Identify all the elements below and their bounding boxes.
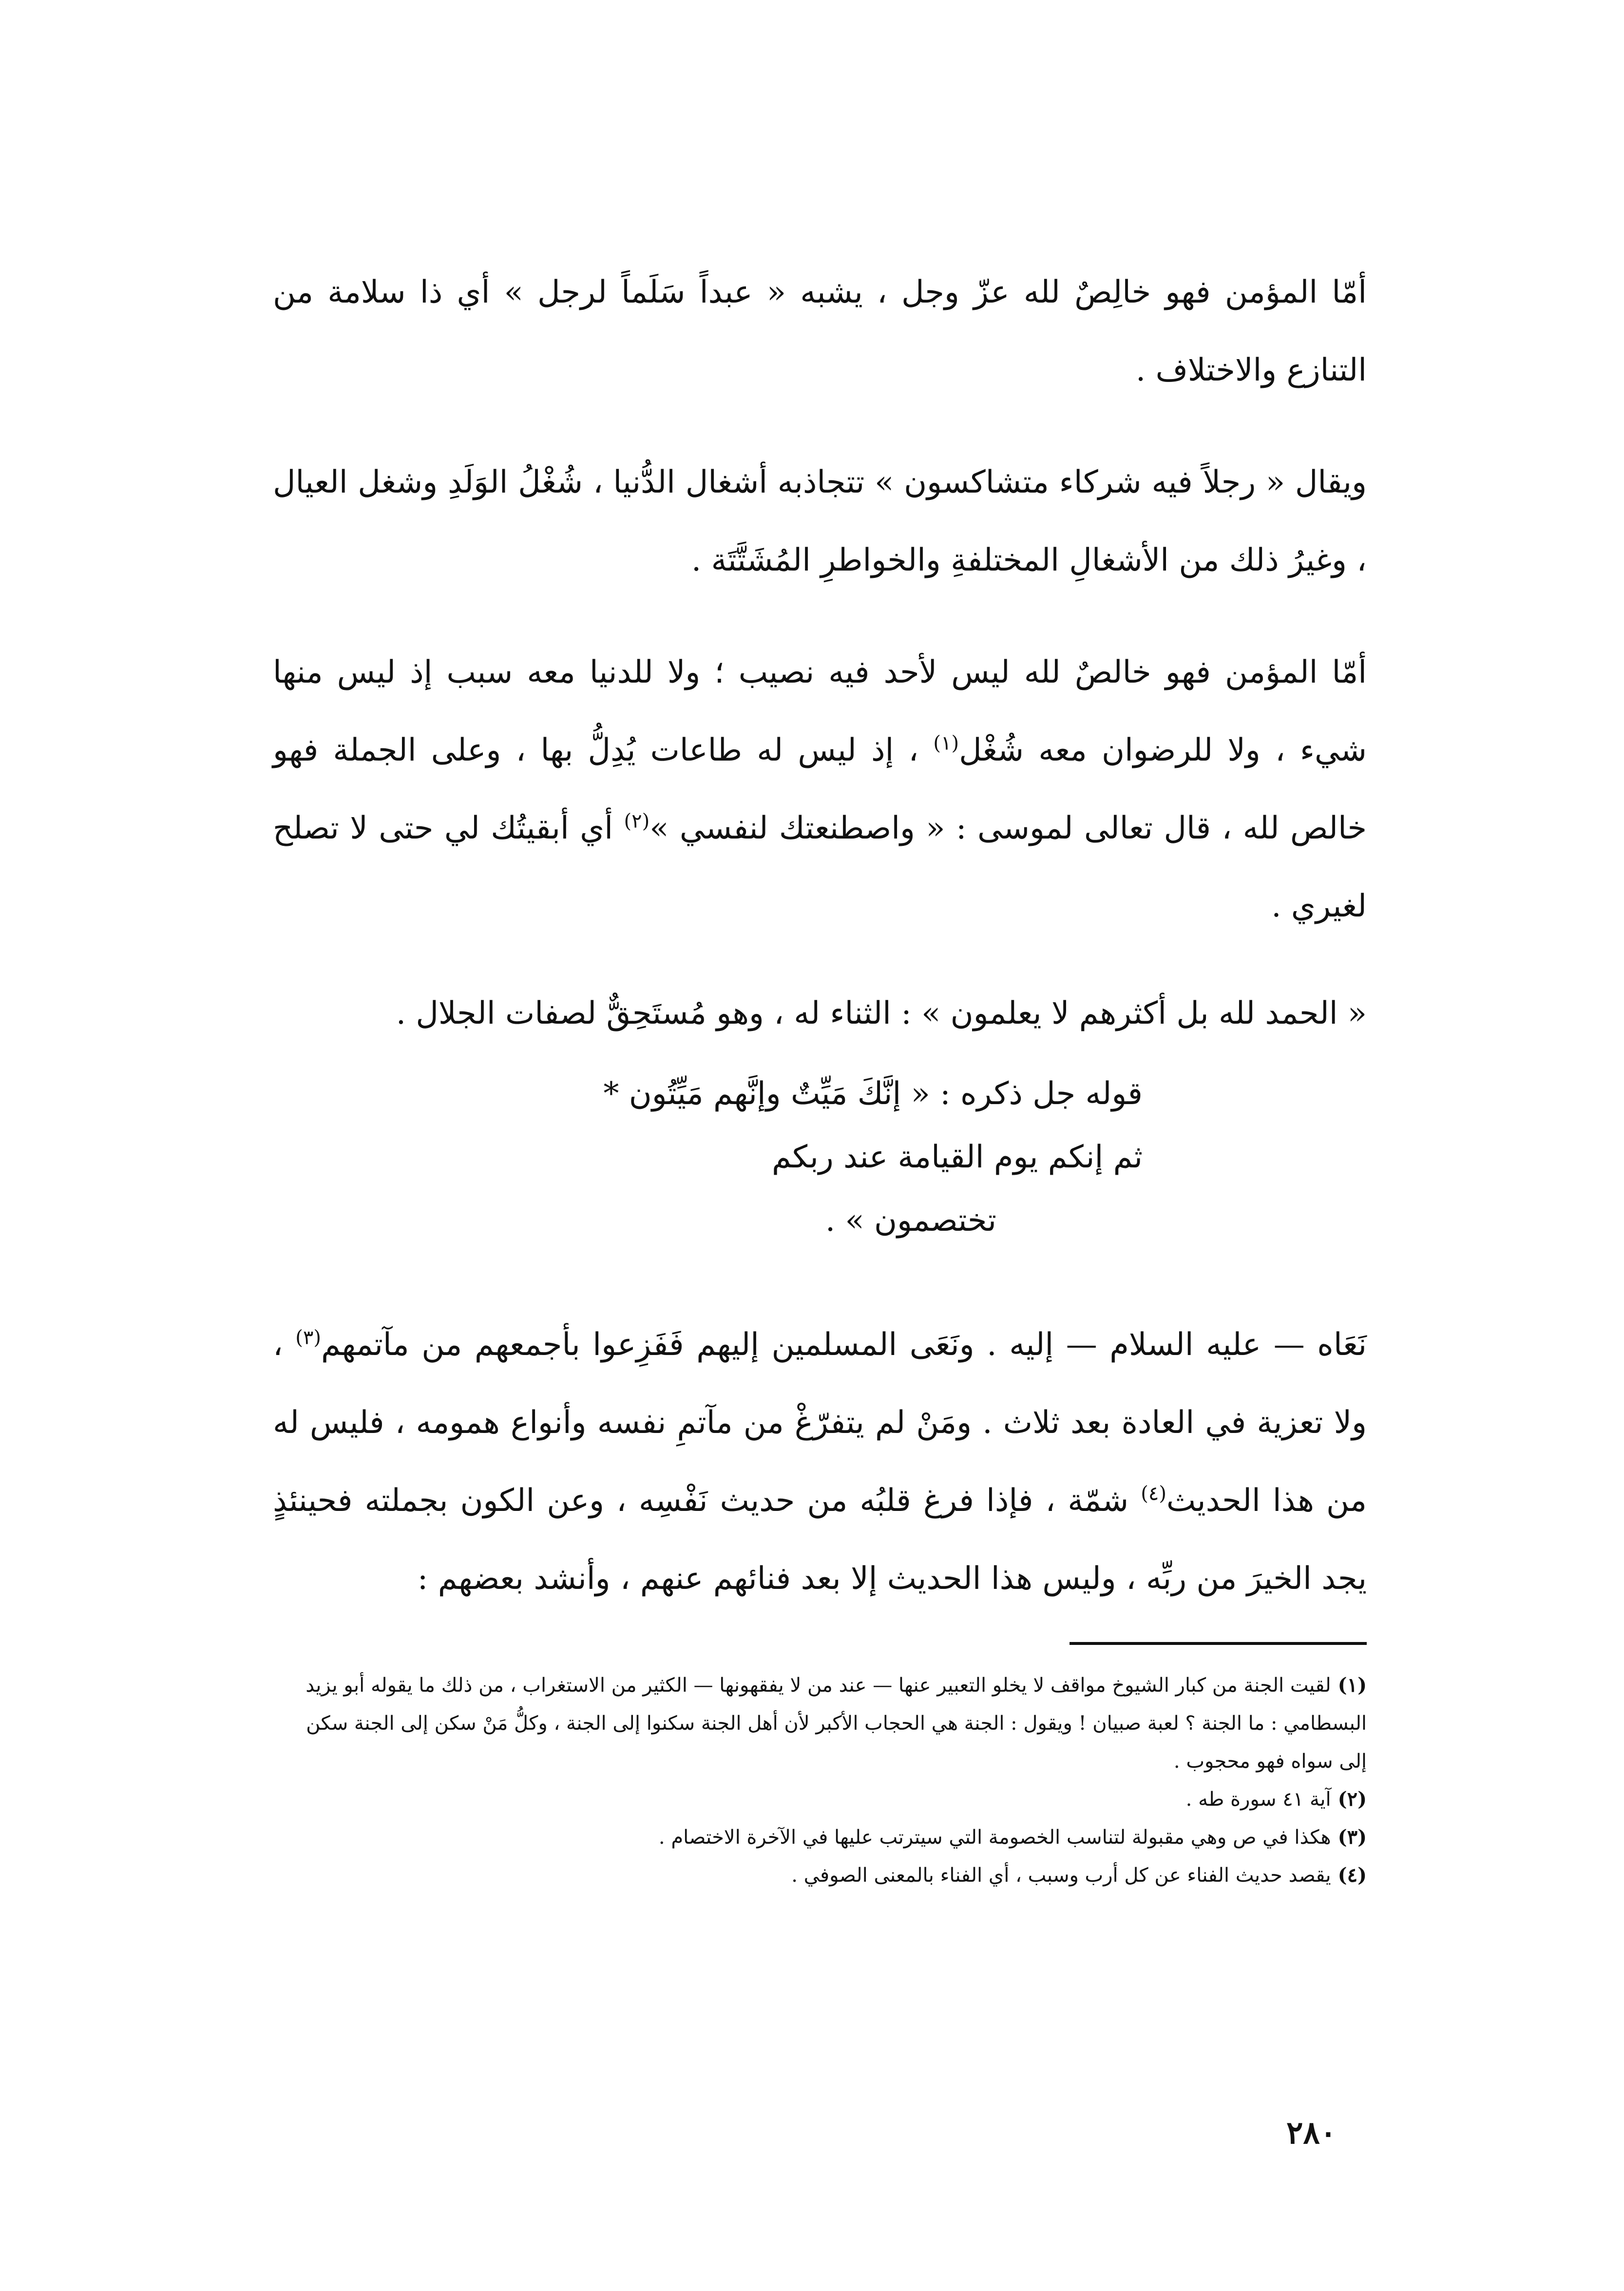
footnote-text: لقيت الجنة من كبار الشيوخ مواقف لا يخلو التعبير عنها — عند من لا يفقهونها — الكثير من الاستغراب ، من ذلك ما يقوله أبو يزيد البسطامي : ما الجنة ؟ لعبة صبيان ! ويقول : الجنة هي الحجاب الأكبر لأن أهل الجنة سكنوا إلى الجنة ، وكلُّ مَنْ سكن إلى الجنة سكن إلى سواه فهو محجوب . — [306, 1674, 1367, 1773]
footnote-ref: (١) — [933, 732, 959, 755]
page-number: ٢٨٠ — [1286, 2115, 1337, 2151]
footnote-text: آية ٤١ سورة طه . — [1185, 1788, 1331, 1811]
paragraph-text: أمّا المؤمن فهو خالِصٌ لله عزّ وجل ، يشبه « عبداً سَلَماً لرجل » أي ذا سلامة من التنازع والاختلاف . — [273, 274, 1367, 388]
paragraph-text: أمّا المؤمن فهو خالصٌ لله ليس لأحد فيه نصيب ؛ ولا للدنيا معه سبب إذ ليس منها شيء ، ولا للرضوان معه شُغْل — [273, 654, 1367, 768]
footnote-number: (٣) — [1337, 1826, 1367, 1849]
paragraph — [273, 974, 1367, 1052]
footnote-number: (٤) — [1337, 1864, 1367, 1887]
footnote-number: (٢) — [1337, 1788, 1367, 1811]
footnote — [273, 1780, 1367, 1818]
paragraph-text: ، ولا تعزية في العادة بعد ثلاث . ومَنْ لم يتفرّغْ من مآتمِ نفسه وأنواع همومه ، فليس له من هذا الحديث — [273, 1327, 1367, 1519]
quran-verse — [273, 1062, 1367, 1252]
paragraph-text: ويقال « رجلاً فيه شركاء متشاكسون » تتجاذبه أشغال الدُّنيا ، شُغْلُ الوَلَدِ وشغل العيال ، وغيرُ ذلك من الأشغالِ المختلفةِ والخواطرِ المُشَتَّتَة . — [273, 464, 1367, 578]
footnote-text: يقصد حديث الفناء عن كل أرب وسبب ، أي الفناء بالمعنى الصوفي . — [791, 1864, 1331, 1887]
main-text — [273, 253, 1367, 1618]
paragraph-text: شمّة ، فإذا فرغ قلبُه من حديث نَفْسِه ، وعن الكون بجملته فحينئذٍ يجد الخيرَ من ربِّه ، وليس هذا الحديث إلا بعد فنائهم عنهم ، وأنشد بعضهم : — [273, 1483, 1367, 1597]
paragraph — [273, 1306, 1367, 1618]
paragraph — [273, 253, 1367, 409]
verse-line: قوله جل ذكره : « إنَّكَ مَيِّتٌ وإنَّهم مَيِّتُون * — [603, 1076, 1143, 1112]
footnote — [273, 1818, 1367, 1856]
paragraph — [273, 443, 1367, 599]
verse-line: ثم إنكم يوم القيامة عند ربكم — [772, 1139, 1143, 1175]
paragraph-text: أي أبقيتُك لي حتى لا تصلح لغيري . — [273, 810, 1367, 924]
footnote — [273, 1856, 1367, 1894]
footnote-ref: (٢) — [624, 810, 650, 833]
paragraph-text: نَعَاه — عليه السلام — إليه . ونَعَى المسلمين إليهم فَفَزِعوا بأجمعهم من مآتمهم — [321, 1327, 1367, 1363]
footnote-divider — [1070, 1642, 1367, 1645]
paragraph-text: « الحمد لله بل أكثرهم لا يعلمون » : الثناء له ، وهو مُستَحِقٌّ لصفات الجلال . — [396, 995, 1367, 1031]
footnote-text: هكذا في ص وهي مقبولة لتناسب الخصومة التي سيترتب عليها في الآخرة الاختصام . — [658, 1826, 1331, 1849]
footnote — [273, 1666, 1367, 1780]
verse-line: تختصمون » . — [825, 1203, 996, 1239]
paragraph-text: ، إذ ليس له طاعات يُدِلُّ بها ، وعلى الجملة فهو خالص لله ، قال تعالى لموسى : « واصطنعتك لنفسي » — [273, 732, 1367, 846]
footnote-number: (١) — [1337, 1674, 1367, 1697]
footnotes — [273, 1666, 1367, 1894]
footnote-ref: (٣) — [295, 1326, 321, 1349]
paragraph — [273, 633, 1367, 945]
footnote-ref: (٤) — [1141, 1482, 1166, 1505]
